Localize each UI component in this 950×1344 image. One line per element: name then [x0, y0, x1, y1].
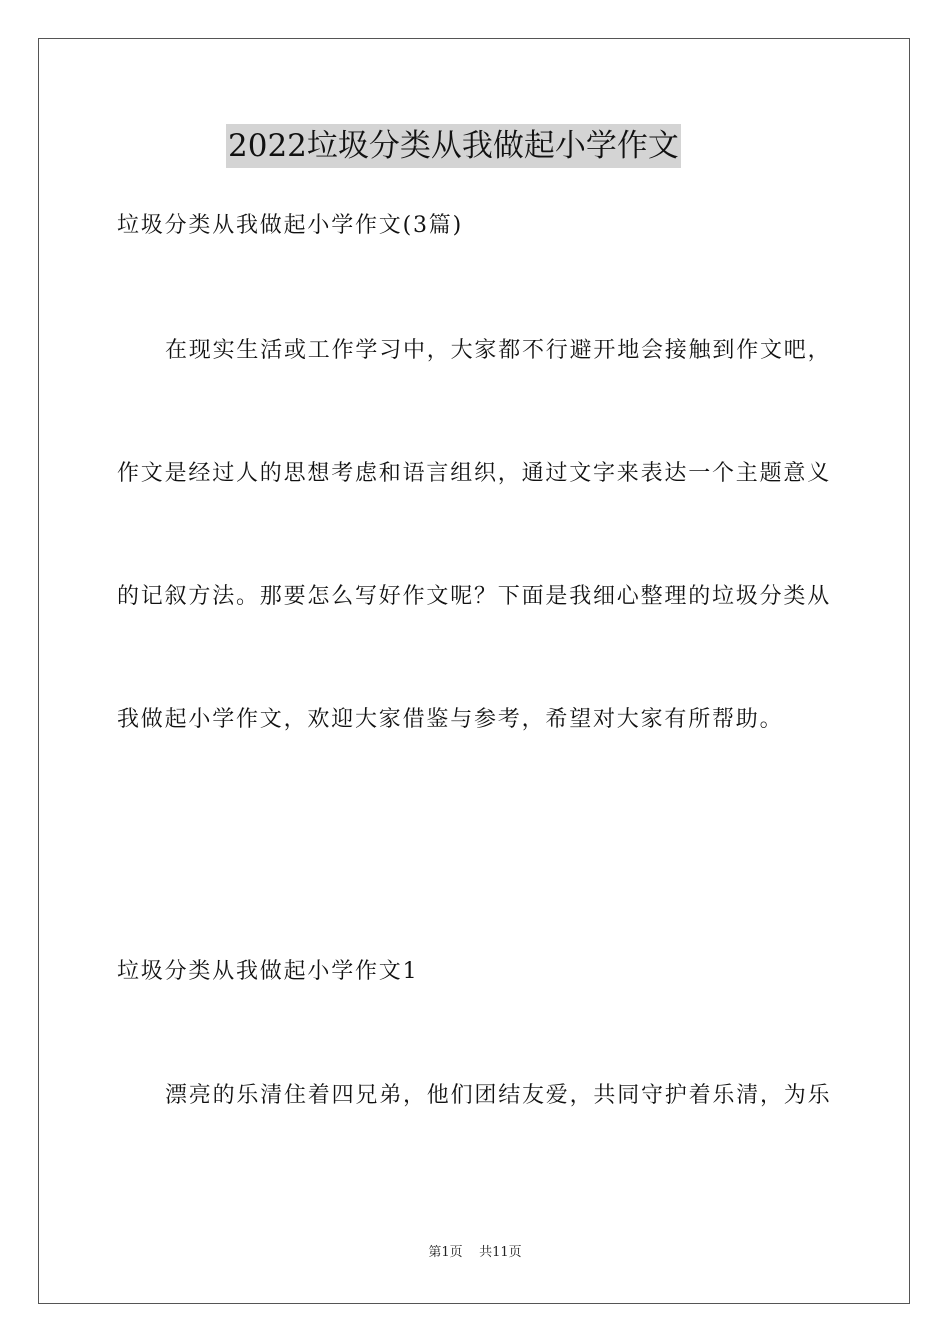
- intro-line-2: 作文是经过人的思想考虑和语言组织，通过文字来表达一个主题意义: [117, 461, 832, 486]
- document-subtitle: 垃圾分类从我做起小学作文(3篇): [117, 213, 463, 238]
- document-title: 2022垃圾分类从我做起小学作文: [226, 124, 681, 168]
- intro-line-4: 我做起小学作文，欢迎大家借鉴与参考，希望对大家有所帮助。: [117, 707, 784, 732]
- page-footer: 第1页 共11页: [428, 1245, 522, 1260]
- section-heading: 垃圾分类从我做起小学作文1: [117, 959, 419, 984]
- intro-line-3: 的记叙方法。那要怎么写好作文呢？下面是我细心整理的垃圾分类从: [117, 584, 832, 609]
- section-paragraph-line-1: 漂亮的乐清住着四兄弟，他们团结友爱，共同守护着乐清，为乐: [165, 1083, 832, 1108]
- intro-line-1: 在现实生活或工作学习中，大家都不行避开地会接触到作文吧，: [165, 338, 832, 363]
